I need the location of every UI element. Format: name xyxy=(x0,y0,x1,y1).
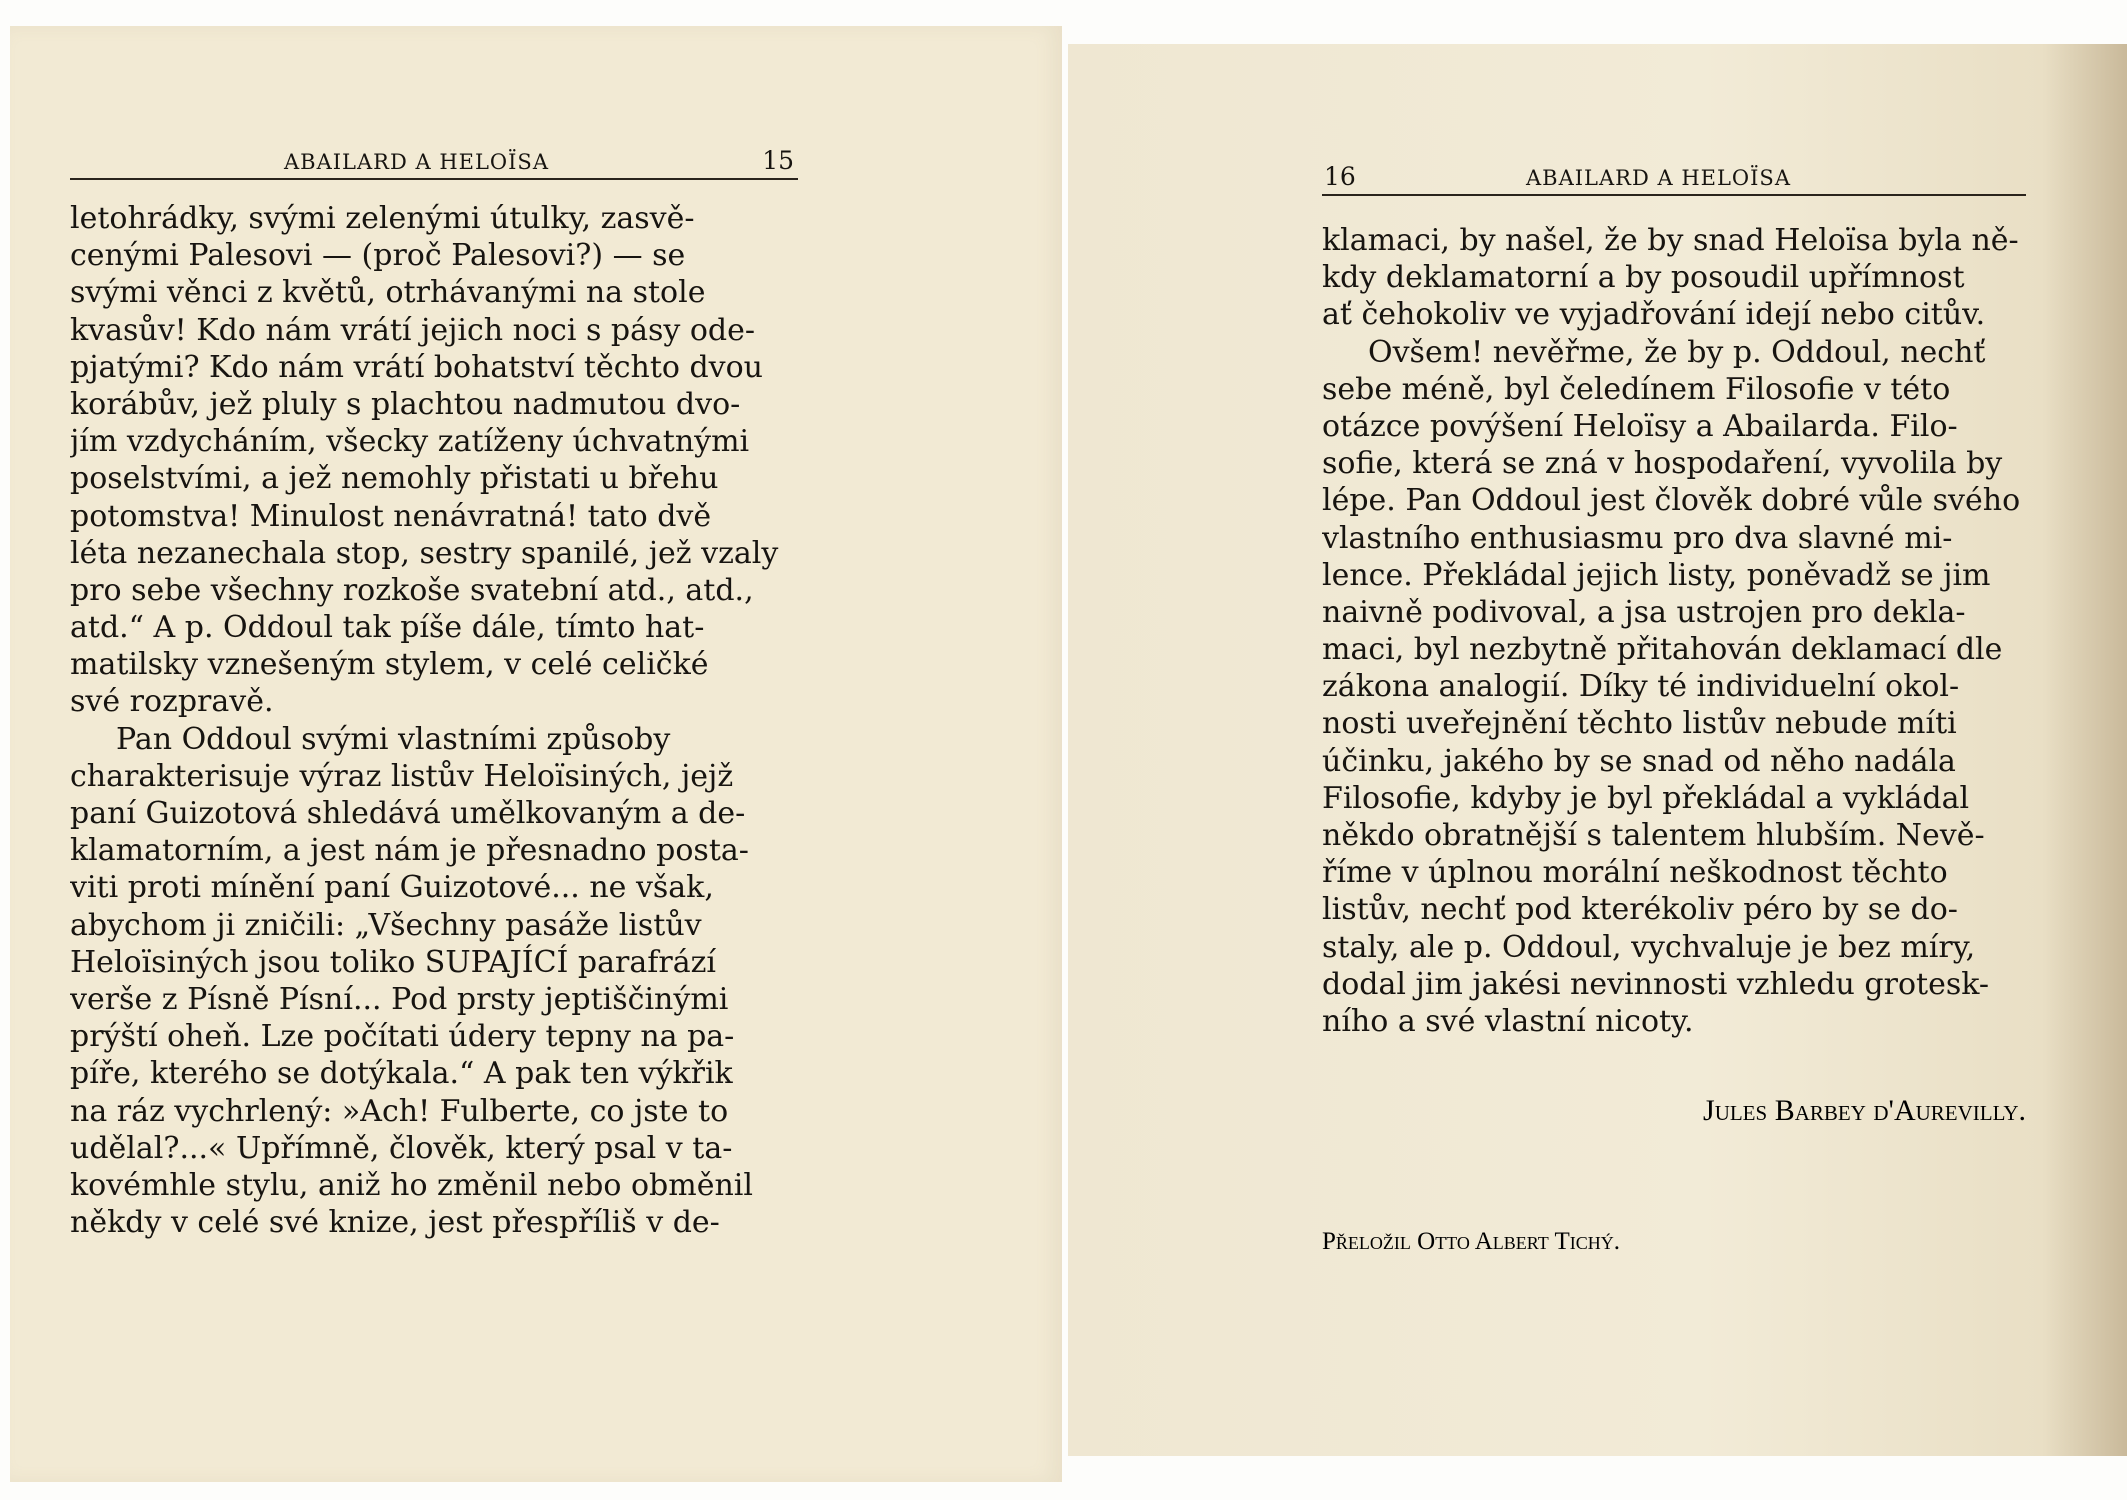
text-line: říme v úplnou morální neškodnost těchto xyxy=(1322,855,1948,891)
text-line: Filosofie, kdyby je byl překládal a vykládal xyxy=(1322,780,1970,816)
text-line: lépe. Pan Oddoul jest člověk dobré vůle svého xyxy=(1322,483,2021,519)
text-line: Ovšem! nevěřme, že by p. Oddoul, nechť xyxy=(1368,334,1986,370)
text-line: prýští oheň. Lze počítati údery tepny na pa- xyxy=(70,1019,735,1055)
text-line: maci, byl nezbytně přitahován deklamací dle xyxy=(1322,632,2003,668)
text-line: listův, nechť pod kterékoliv péro by se do- xyxy=(1322,892,1958,928)
text-line: pjatými? Kdo nám vrátí bohatství těchto dvou xyxy=(70,349,764,385)
right-page-header xyxy=(1322,158,2026,196)
text-line: svými věnci z květů, otrhávanými na stole xyxy=(70,275,706,311)
text-line: klamaci, by našel, že by snad Heloïsa byla ně- xyxy=(1322,223,2019,258)
text-line: abychom ji zničili: „Všechny pasáže listův xyxy=(70,907,702,943)
text-line: kvasův! Kdo nám vrátí jejich noci s pásy ode- xyxy=(70,312,756,348)
text-line: staly, ale p. Oddoul, vychvaluje je bez míry, xyxy=(1322,929,1976,965)
text-line: korábův, jež pluly s plachtou nadmutou dvo- xyxy=(70,386,741,422)
text-line: poselstvími, a jež nemohly přistati u břehu xyxy=(70,461,719,497)
running-title: ABAILARD A HELOÏSA xyxy=(1526,166,1791,190)
page-number: 16 xyxy=(1324,162,1356,191)
text-line: Pan Oddoul svými vlastními způsoby xyxy=(116,721,671,757)
text-line: nosti uveřejnění těchto listův nebude míti xyxy=(1322,706,1957,742)
text-line: kdy deklamatorní a by posoudil upřímnost xyxy=(1322,260,1965,296)
text-line: lence. Překládal jejich listy, poněvadž se jim xyxy=(1322,557,1991,593)
text-line: pro sebe všechny rozkoše svatební atd., atd., xyxy=(70,572,754,608)
text-line: letohrádky, svými zelenými útulky, zasvě- xyxy=(70,201,695,236)
text-line: otázce povýšení Heloïsy a Abailarda. Filo- xyxy=(1322,408,1958,444)
text-line: někdo obratnější s talentem hlubším. Nevě- xyxy=(1322,818,1985,853)
translator-credit: Přeložil Otto Albert Tichý. xyxy=(1322,1228,1621,1255)
text-line: účinku, jakého by se snad od něho nadála xyxy=(1322,743,1956,779)
running-title: ABAILARD A HELOÏSA xyxy=(284,150,549,174)
text-line: Heloïsiných jsou toliko SUPAJÍCÍ parafrází xyxy=(70,944,716,980)
text-line: léta nezanechala stop, sestry spanilé, jež vzaly xyxy=(70,535,779,571)
author-signature: Jules Barbey d'Aurevilly. xyxy=(1703,1094,2026,1127)
text-line: charakterisuje výraz listův Heloïsiných, jejž xyxy=(70,758,734,794)
text-line: na ráz vychrlený: »Ach! Fulberte, co jste to xyxy=(70,1093,729,1129)
page-number: 15 xyxy=(762,146,794,175)
text-line: udělal?...« Upřímně, člověk, který psal v ta- xyxy=(70,1130,733,1166)
text-line: píře, kterého se dotýkala.“ A pak ten výkřik xyxy=(70,1056,733,1092)
text-line: ního a své vlastní nicoty. xyxy=(1322,1003,1694,1039)
text-line: matilsky vznešeným stylem, v celé celičké xyxy=(70,647,709,683)
left-page-header xyxy=(70,142,798,180)
text-line: sofie, která se zná v hospodaření, vyvolila by xyxy=(1322,446,2003,482)
text-line: dodal jim jakési nevinnosti vzhledu grotesk- xyxy=(1322,966,1990,1002)
left-page xyxy=(10,26,1062,1482)
text-line: své rozpravě. xyxy=(70,684,274,720)
text-line: klamatorním, a jest nám je přesnadno posta- xyxy=(70,833,749,869)
text-line: někdy v celé své knize, jest přespříliš v de- xyxy=(70,1205,720,1241)
text-line: vlastního enthusiasmu pro dva slavné mi- xyxy=(1322,520,1953,556)
text-line: kovémhle stylu, aniž ho změnil nebo obměnil xyxy=(70,1167,753,1203)
text-line: paní Guizotová shledává umělkovaným a de- xyxy=(70,796,746,831)
text-line: ať čehokoliv ve vyjadřování idejí nebo citův. xyxy=(1322,297,1986,333)
text-line: cenými Palesovi — (proč Palesovi?) — se xyxy=(70,238,686,274)
text-line: atd.“ A p. Oddoul tak píše dále, tímto hat- xyxy=(70,610,705,646)
text-line: zákona analogií. Díky té individuelní okol- xyxy=(1322,669,1960,705)
text-line: viti proti mínění paní Guizotové... ne však, xyxy=(70,870,714,906)
left-page-body xyxy=(70,200,798,1241)
right-page-body xyxy=(1322,222,2026,1040)
text-line: verše z Písně Písní... Pod prsty jeptiščinými xyxy=(70,981,729,1017)
text-line: potomstva! Minulost nenávratná! tato dvě xyxy=(70,498,712,534)
text-line: sebe méně, byl čeledínem Filosofie v této xyxy=(1322,371,1951,407)
text-line: jím vzdycháním, všecky zatíženy úchvatnými xyxy=(70,424,750,460)
text-line: naivně podivoval, a jsa ustrojen pro dekla- xyxy=(1322,594,1966,630)
